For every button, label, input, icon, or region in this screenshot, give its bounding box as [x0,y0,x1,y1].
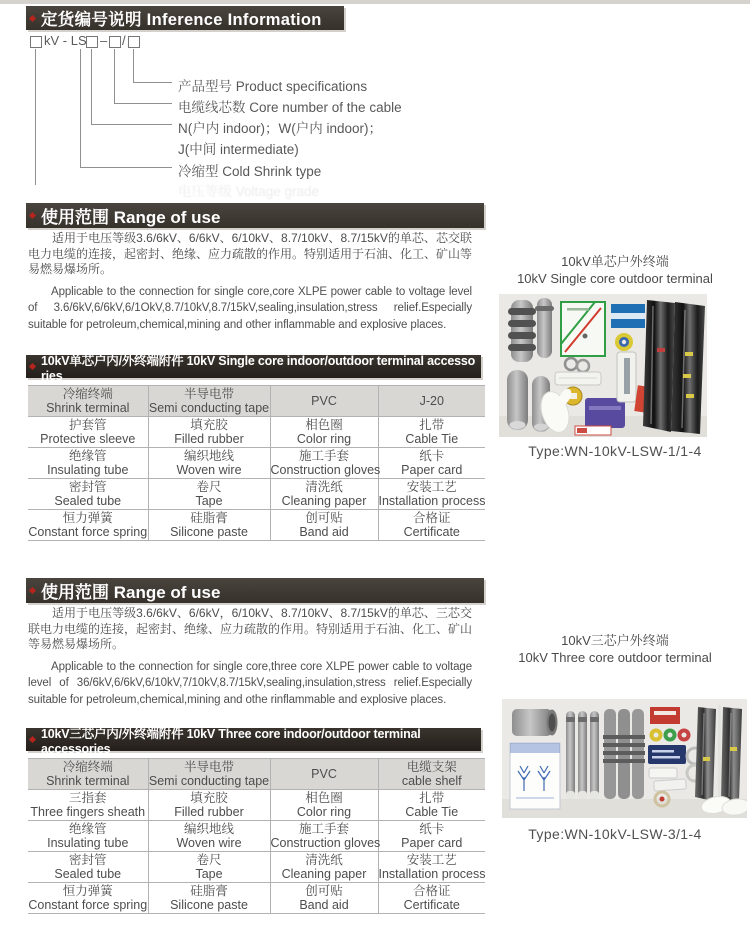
connector-line [114,103,172,104]
range-of-use-1-bar [26,203,484,228]
table-cell: 相色圈 Color ring [270,417,378,448]
product2-type-label: Type:WN-10kV-LSW-3/1-4 [528,826,702,842]
table-cell: 合格证 Certificate [378,883,485,914]
table-header-cell: 冷缩终端 Shrink terminal [28,759,148,790]
table-header-cell: J-20 [378,386,485,417]
table-cell: 卷尺 Tape [148,852,270,883]
paragraph-en: Applicable to the connection for single core,core XLPE power cable to voltage level of 3.6/6kV,6/6kV,6/1OkV,8.7/10kV,8.7/15kV,sealing,insulation,stress relief.Especially suitable for petroleum,chemical,mining and other inflammable and explosive places. [28,285,472,331]
table-cell: 创可贴 Band aid [270,883,378,914]
table-header-row [28,386,485,417]
table-row [28,479,485,510]
table-cell: 施工手套 Construction gloves [270,449,381,477]
table-cell: 安装工艺 Installation process [378,480,486,508]
page-title-bar [26,6,344,30]
table-row [28,448,485,479]
placeholder-box-icon [128,36,140,48]
placeholder-box-icon [86,36,98,48]
code-label-voltage-faint: 电压等级 Voltage grade [178,184,320,199]
top-edge-strip [0,0,750,4]
table-cell: 施工手套 Construction gloves [270,822,381,850]
product1-caption-zh: 10kV单芯户外终端 [561,254,669,269]
table-cell: 恒力弹簧 Constant force spring [28,511,148,539]
table-row [28,790,485,821]
product2-caption-en: 10kV Three core outdoor terminal [518,650,712,665]
table-row [28,510,485,541]
table-cell: 绝缘管 Insulating tube [28,448,148,479]
page-title: 定货编号说明 Inference Information [41,11,322,29]
table-cell: 恒力弹簧 Constant force spring [28,884,148,912]
code-label-product-spec: 产品型号 Product specifications [178,79,368,94]
table-row [28,852,485,883]
table-row [28,417,485,448]
order-code-slash: / [122,33,126,48]
table-row [28,821,485,852]
connector-line [133,82,172,83]
range-of-use-2-bar [26,578,484,603]
table-header-cell: 半导电带 Semi conducting tape [148,387,270,415]
bullet-icon [29,363,36,370]
code-label-intermediate: J(中间 intermediate) [178,142,299,157]
table-cell: 密封管 Sealed tube [28,479,148,510]
table-cell: 扎带 Cable Tie [378,790,485,821]
range-of-use-2-text [28,606,472,708]
single-core-table-title-bar [26,353,481,383]
table-cell: 密封管 Sealed tube [28,852,148,883]
paragraph-zh: 适用于电压等级3.6/6kV、6/6kV，6/10kV、8.7/10kV、8.7/15kV的单芯、三芯交联电力电缆的连接，起密封、绝缘、应力疏散的作用。特别适用于石油、化工、矿山等易燃易爆场所。 [28,606,473,651]
code-label-core-number: 电缆线芯数 Core number of the cable [178,100,402,115]
product1-caption-en: 10kV Single core outdoor terminal [517,271,713,286]
bullet-icon [29,587,36,594]
table-cell: 清洗纸 Cleaning paper [270,479,378,510]
placeholder-box-icon [30,36,42,48]
product1-caption [486,253,744,287]
single-core-accessories-table [28,385,485,541]
section-heading: 使用范围 Range of use [41,583,221,602]
table-cell: 编织地线 Woven wire [148,821,270,852]
table1-title: 10kV单芯户内/外终端附件 10kV Single core indoor/outdoor terminal accesso ries [41,353,476,383]
table-row [28,883,485,914]
table-cell: 相色圈 Color ring [270,790,378,821]
placeholder-box-icon [109,36,121,48]
connector-line [114,49,115,104]
table-cell: 绝缘管 Insulating tube [28,821,148,852]
product2-caption [486,632,744,666]
order-code-dash: – [100,33,108,48]
table-cell: 硅脂膏 Silicone paste [148,883,270,914]
product2-caption-zh: 10kV三芯户外终端 [561,633,669,648]
table-header-cell: 冷缩终端 Shrink terminal [28,386,148,417]
order-code-text: kV - LS [44,33,87,48]
product1-type-label: Type:WN-10kV-LSW-1/1-4 [528,443,702,459]
table-cell: 编织地线 Woven wire [148,448,270,479]
table-cell: 硅脂膏 Silicone paste [148,510,270,541]
bullet-icon [29,212,36,219]
table-header-cell: PVC [270,759,378,790]
connector-line [80,167,172,168]
connector-line [91,124,172,125]
bullet-icon [29,14,36,21]
table-header-cell: 电缆支架 cable shelf [378,759,485,790]
table-header-row [28,759,485,790]
table-cell: 创可贴 Band aid [270,510,378,541]
table-cell: 纸卡 Paper card [378,448,485,479]
bullet-icon [29,736,36,743]
table-header-cell: 半导电带 Semi conducting tape [148,760,270,788]
table-cell: 护套管 Protective sleeve [28,417,148,448]
table-cell: 扎带 Cable Tie [378,417,485,448]
paragraph-zh: 适用于电压等级3.6/6kV、6/6kV、6/10kV、8.7/10kV、8.7/15kV的单芯、芯交联电力电缆的连接，起密封、绝缘、应力疏散的作用。特别适用于石油、化工、矿山等易燃易爆场所。 [28,231,473,276]
table-cell: 填充胶 Filled rubber [148,790,270,821]
table-cell: 纸卡 Paper card [378,821,485,852]
table-cell: 卷尺 Tape [148,479,270,510]
table-cell: 填充胶 Filled rubber [148,417,270,448]
table-header-cell: PVC [270,386,378,417]
code-label-cold-shrink: 冷缩型 Cold Shrink type [178,164,322,179]
three-core-kit-photo [502,699,747,818]
single-core-kit-photo [499,294,707,437]
connector-line [80,49,81,168]
connector-line [133,49,134,83]
connector-line [91,49,92,125]
paragraph-en: Applicable to the connection for single core,three core XLPE power cable to voltage level of 36/6kV,6/6kV,6/10kV,7/10kV,8.7/15kV,sealing,insulation,stress relief.Especially suitable for petroleum,chemical,mining and othe rinflammable and explosive places. [28,660,472,706]
table2-title: 10kV三芯户内/外终端附件 10kV Three core indoor/outdoor terminal accessories [41,726,421,756]
section-heading: 使用范围 Range of use [41,208,221,227]
three-core-table-title-bar [26,726,481,756]
connector-line [35,49,36,185]
table-cell: 合格证 Certificate [378,510,485,541]
table-cell: 三指套 Three fingers sheath [28,790,148,821]
three-core-accessories-table [28,758,485,914]
table-cell: 清洗纸 Cleaning paper [270,852,378,883]
table-cell: 安装工艺 Installation process [378,853,486,881]
range-of-use-1-text [28,231,472,333]
code-label-indoor-outdoor: N(户内 indoor)；W(户内 indoor)； [178,121,383,136]
